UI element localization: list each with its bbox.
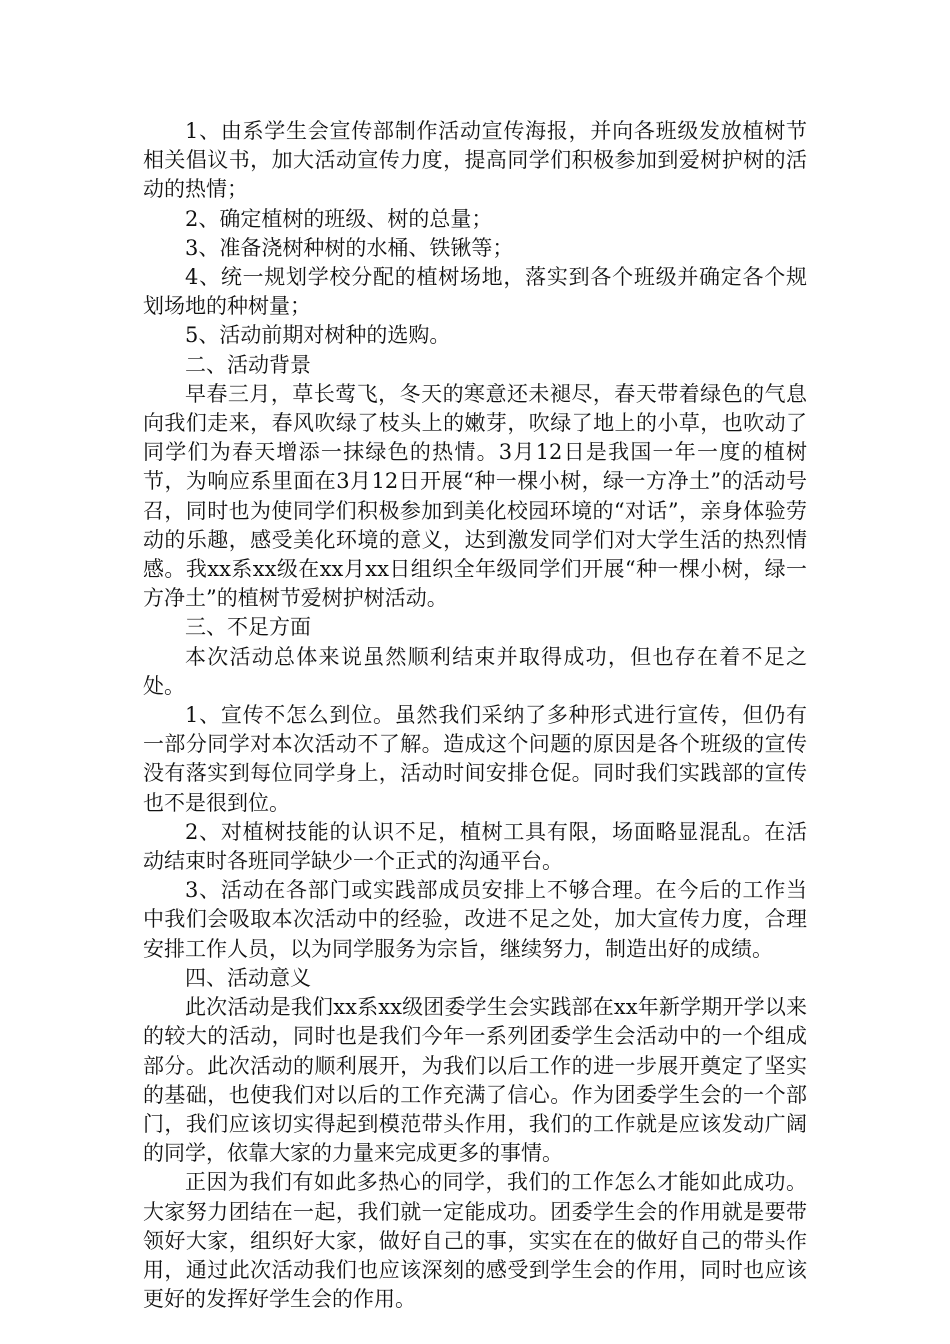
section-heading-shortcomings: 三、不足方面 xyxy=(185,615,311,640)
list-item-3: 3、准备浇树种树的水桶、铁锹等； xyxy=(185,235,514,260)
shortcoming-item-2: 2、对植树技能的认识不足，植树工具有限，场面略显混乱。在活动结束时各班同学缺少一个正式的沟通平台。 xyxy=(143,819,807,874)
document-body xyxy=(143,117,807,1314)
list-item-2: 2、确定植树的班级、树的总量； xyxy=(185,206,493,231)
significance-paragraph-2: 正因为我们有如此多热心的同学，我们的工作怎么才能如此成功。大家努力团结在一起，我们就一定能成功。团委学生会的作用就是要带领好大家，组织好大家，做好自己的事，实实在在的做好自己的带头作用，通过此次活动我们也应该深刻的感受到学生会的作用，同时也应该更好的发挥好学生会的作用。 xyxy=(143,1170,807,1312)
section-heading-significance: 四、活动意义 xyxy=(185,965,311,990)
shortcomings-intro-paragraph: 本次活动总体来说虽然顺利结束并取得成功，但也存在着不足之处。 xyxy=(143,644,807,698)
list-item-4: 4、统一规划学校分配的植树场地，落实到各个班级并确定各个规划场地的种树量； xyxy=(143,265,807,319)
shortcoming-item-3: 3、活动在各部门或实践部成员安排上不够合理。在今后的工作当中我们会吸取本次活动中的经验，改进不足之处，加大宣传力度，合理安排工作人员，以为同学服务为宗旨，继续努力，制造出好的成绩。 xyxy=(143,878,807,961)
list-item-5: 5、活动前期对树种的选购。 xyxy=(185,323,451,348)
background-paragraph: 早春三月，草长莺飞，冬天的寒意还未褪尽，春天带着绿色的气息向我们走来，春风吹绿了枝头上的嫩芽，吹绿了地上的小草，也吹动了同学们为春天增添一抹绿色的热情。3月12日是我国一年一度的植树节，为响应系里面在3月12日开展“种一棵小树，绿一方净土”的活动号召，同时也为使同学们积极参加到美化校园环境的“对话”，亲身体验劳动的乐趣，感受美化环境的意义，达到激发同学们对大学生活的热烈情感。我xx系xx级在xx月xx日组织全年级同学们开展“种一棵小树，绿一方净土”的植树节爱树护树活动。 xyxy=(143,381,807,611)
section-heading-background: 二、活动背景 xyxy=(185,352,311,377)
significance-paragraph-1: 此次活动是我们xx系xx级团委学生会实践部在xx年新学期开学以来的较大的活动，同时也是我们今年一系列团委学生会活动中的一个组成部分。此次活动的顺利展开，为我们以后工作的进一步展开奠定了坚实的基础，也使我们对以后的工作充满了信心。作为团委学生会的一个部门，我们应该切实得起到模范带头作用，我们的工作就是应该发动广阔的同学，依靠大家的力量来完成更多的事情。 xyxy=(143,995,807,1166)
shortcoming-item-1: 1、宣传不怎么到位。虽然我们采纳了多种形式进行宣传，但仍有一部分同学对本次活动不了解。造成这个问题的原因是各个班级的宣传没有落实到每位同学身上，活动时间安排仓促。同时我们实践部的宣传也不是很到位。 xyxy=(143,703,807,815)
list-item-1: 1、由系学生会宣传部制作活动宣传海报，并向各班级发放植树节相关倡议书，加大活动宣传力度，提高同学们积极参加到爱树护树的活动的热情； xyxy=(143,119,807,202)
